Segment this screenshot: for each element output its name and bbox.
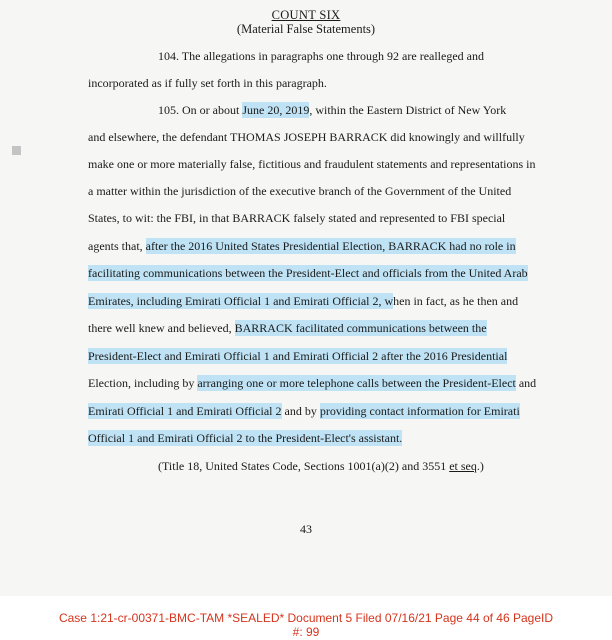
text-span: hen in fact, as he then and [393,294,519,308]
highlight-text: Emirates, including Emirati Official 1 and Emirati Official 2, w [88,294,394,308]
footer-case-line: Case 1:21-cr-00371-BMC-TAM *SEALED* Document 5 Filed 07/16/21 Page 44 of 46 PageID [58,611,554,625]
paragraph-105-line-8 [88,292,518,310]
count-title: COUNT SIX [271,8,341,22]
paragraph-105-line-9 [88,319,487,337]
margin-mark [12,146,21,155]
highlight-text: Emirati Official 1 and Emirati Official 2 [88,404,282,418]
paragraph-105-line-10 [88,347,507,365]
highlight-text: providing contact information for Emirati [319,404,520,418]
citation-et-seq: et seq [449,459,477,473]
text-span: and [515,376,537,390]
highlight-text: after the 2016 United States Presidential Election, BARRACK had no role in [145,239,516,253]
count-heading [0,8,612,36]
statute-citation [158,457,484,475]
page-number: 43 [300,522,312,536]
paragraph-105-line-6 [88,237,516,255]
text-span: .) [476,459,484,473]
paragraph-105-line-5: States, to wit: the FBI, in that BARRACK falsely stated and represented to FBI special [88,211,506,225]
case-footer [0,596,612,640]
text-span: , within the Eastern District of New York [309,103,507,117]
paragraph-105-line-13 [88,429,402,447]
paragraph-105-line-3: make one or more materially false, fictitious and fraudulent statements and representations in [88,157,536,171]
highlight-text: arranging one or more telephone calls between the President-Elect [197,376,516,390]
text-span: Election, including by [88,376,198,390]
paragraph-105-line-2: and elsewhere, the defendant THOMAS JOSEPH BARRACK did knowingly and willfully [88,130,525,144]
text-span: (Title 18, United States Code, Sections 1001(a)(2) and 3551 [158,459,450,473]
paragraph-104-line-2: incorporated as if fully set forth in this paragraph. [88,76,327,90]
paragraph-105-line-7 [88,264,528,282]
footer-pageid-line: #: 99 [292,625,320,639]
text-span: 105. On or about [158,103,243,117]
highlight-text: President-Elect and Emirati Official 1 and Emirati Official 2 after the 2016 Presidential [88,349,508,363]
highlight-date: June 20, 2019 [242,103,310,117]
text-span: and by [281,404,320,418]
highlight-text: Official 1 and Emirati Official 2 to the President-Elect's assistant. [88,431,403,445]
paragraph-105-line-12 [88,402,520,420]
count-subtitle: (Material False Statements) [236,22,376,36]
paragraph-105-line-11 [88,374,536,392]
paragraph-105-line-4: a matter within the jurisdiction of the executive branch of the Government of the United [88,184,512,198]
highlight-text: BARRACK facilitated communications between the [234,321,487,335]
paragraph-105-line-1 [158,101,506,119]
highlight-text: facilitating communications between the President-Elect and officials from the United Arab [88,266,528,280]
text-span: agents that, [88,239,146,253]
paragraph-104-line-1: 104. The allegations in paragraphs one through 92 are realleged and [158,49,484,63]
text-span: there well knew and believed, [88,321,235,335]
